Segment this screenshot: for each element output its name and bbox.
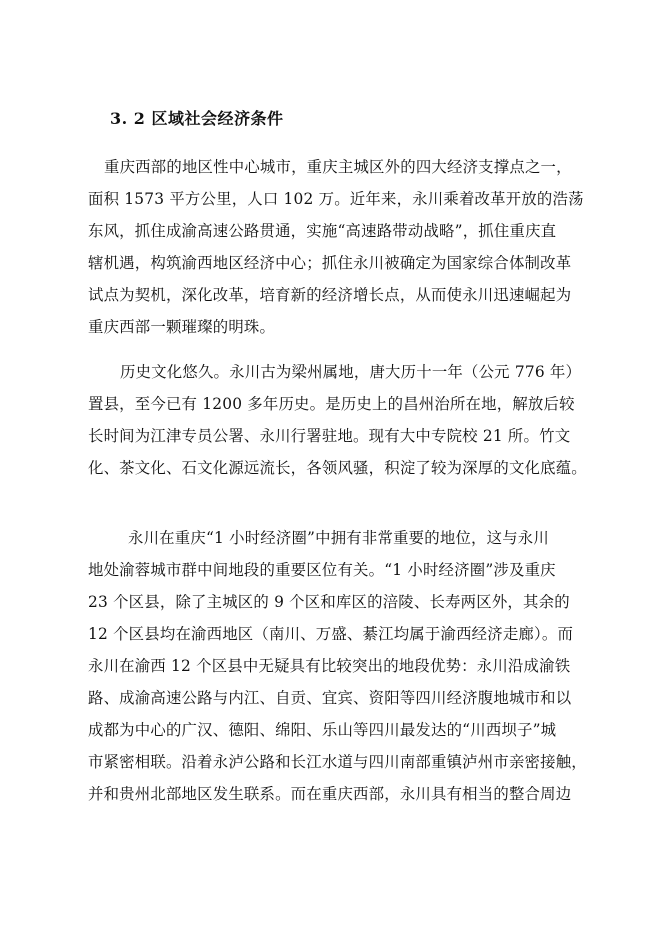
paragraph-3-line-3: 23 个区县，除了主城区的 9 个区和库区的涪陵、长寿两区外，其余的 [88,593,570,611]
paragraph-3-line-6: 路、成渝高速公路与内江、自贡、宜宾、资阳等四川经济腹地城市和以 [88,689,572,707]
paragraph-2-line-3: 长时间为江津专员公署、永川行署驻地。现有大中专院校 21 所。竹文 [88,427,571,445]
paragraph-1-line-5: 试点为契机，深化改革，培育新的经济增长点，从而使永川迅速崛起为 [88,286,572,304]
paragraph-1-line-6: 重庆西部一颗璀璨的明珠。 [88,318,276,336]
paragraph-3-line-7: 成都为中心的广汉、德阳、绵阳、乐山等四川最发达的“川西坝子”城 [88,721,557,739]
paragraph-3-line-8: 市紧密相联。沿着永泸公路和长江水道与四川南部重镇泸州市亲密接触， [88,753,587,771]
paragraph-1-line-2: 面积 1573 平方公里，人口 102 万。近年来，永川乘着改革开放的浩荡 [88,190,584,208]
paragraph-3-line-9: 并和贵州北部地区发生联系。而在重庆西部，永川具有相当的整合周边 [88,785,572,803]
paragraph-2-line-2: 置县，至今已有 1200 多年历史。是历史上的昌州治所在地，解放后较 [88,395,575,413]
paragraph-1-line-1: 重庆西部的地区性中心城市，重庆主城区外的四大经济支撑点之一， [104,158,572,176]
paragraph-2-line-1: 历史文化悠久。永川古为梁州属地，唐大历十一年（公元 776 年） [120,363,582,381]
section-heading: 3. 2 区域社会经济条件 [110,109,284,128]
paragraph-1-line-4: 辖机遇，构筑渝西地区经济中心；抓住永川被确定为国家综合体制改革 [88,254,572,272]
paragraph-3-line-1: 永川在重庆“1 小时经济圈”中拥有非常重要的地位，这与永川 [128,529,549,547]
paragraph-3-line-4: 12 个区县均在渝西地区（南川、万盛、綦江均属于渝西经济走廊）。而 [88,625,574,643]
paragraph-1-line-3: 东风，抓住成渝高速公路贯通，实施“高速路带动战略”，抓住重庆直 [88,222,557,240]
paragraph-3-line-2: 地处渝蓉城市群中间地段的重要区位有关。“1 小时经济圈”涉及重庆 [88,561,556,579]
paragraph-2-line-4: 化、茶文化、石文化源远流长，各领风骚，积淀了较为深厚的文化底蕴。 [88,459,587,477]
paragraph-3-line-5: 永川在渝西 12 个区县中无疑具有比较突出的地段优势：永川沿成渝铁 [88,657,571,675]
